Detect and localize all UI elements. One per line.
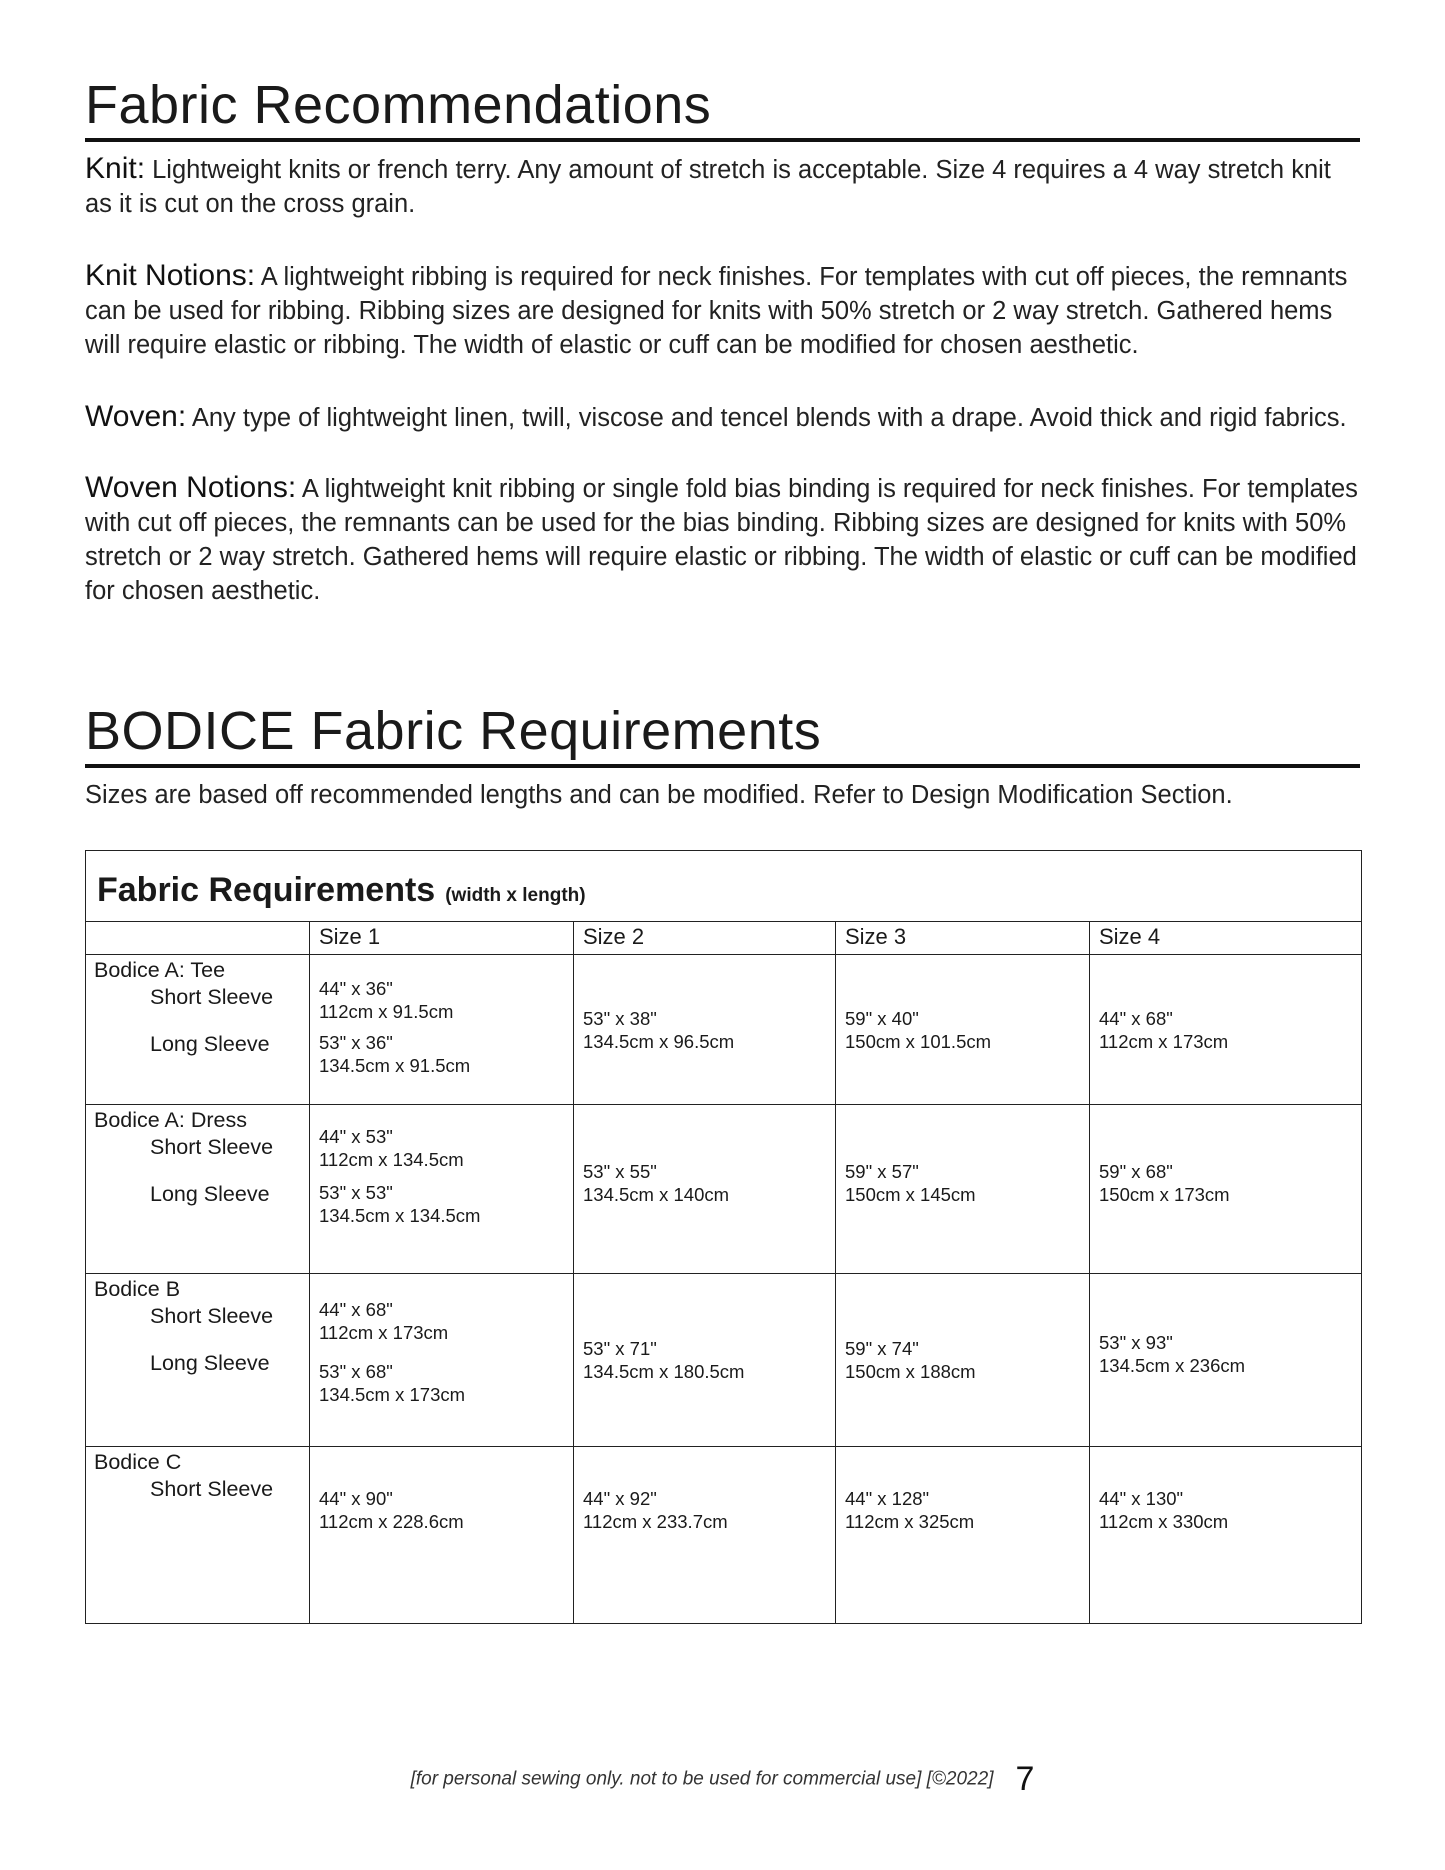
size-3-cm: 150cm x 101.5cm [845,1030,992,1052]
size-1-inches: 44" x 90" [319,1488,393,1509]
size-1-long-inches: 53" x 68" [319,1361,393,1382]
knit-lead: Knit: [85,152,146,185]
size-1-short-inches: 44" x 68" [319,1299,393,1320]
knit-text: Lightweight knits or french terry. Any amount of stretch is acceptable. Size 4 requires a 4 way stretch knit as it is cut on the cross grain. [85,156,1331,218]
size-2-cell [574,1274,836,1447]
header-size-1: Size 1 [310,922,574,955]
knit-notions-text: A lightweight ribbing is required for neck finishes. For templates with cut off pieces, the remnants can be used for ribbing. Ribbing sizes are designed for knits with 50% stretch or 2 way stretch. Gathered hems will require elastic or ribbing. The width of elastic or cuff can be modified for chosen aesthetic. [85,263,1348,359]
size-4-cm: 134.5cm x 236cm [1099,1355,1246,1376]
long-sleeve-label: Long Sleeve [150,1351,270,1375]
row-label: Bodice A: Tee [94,958,226,982]
size-1-long-cm: 134.5cm x 134.5cm [319,1205,481,1226]
size-1-long-cm: 134.5cm x 173cm [319,1384,466,1405]
short-sleeve-label: Short Sleeve [150,1135,274,1159]
size-4-inches: 59" x 68" [1099,1161,1173,1182]
header-size-2: Size 2 [574,922,836,955]
size-4-cm: 150cm x 173cm [1099,1184,1230,1205]
size-4-inches: 53" x 93" [1099,1332,1173,1353]
size-2-inches: 44" x 92" [583,1488,657,1509]
size-2-cm: 134.5cm x 140cm [583,1184,730,1205]
size-1-cell [310,955,574,1105]
short-sleeve-label: Short Sleeve [150,1477,274,1501]
size-2-inches: 53" x 38" [583,1007,657,1029]
woven-text: Any type of lightweight linen, twill, viscose and tencel blends with a drape. Avoid thick and rigid fabrics. [191,404,1347,432]
row-label: Bodice C [94,1450,182,1474]
knit-notions-lead: Knit Notions: [85,259,256,292]
woven-lead: Woven: [85,400,187,433]
woven-paragraph [85,400,1360,435]
size-3-cell [836,1447,1090,1624]
table-title: Fabric Requirements [97,870,436,909]
short-sleeve-label: Short Sleeve [150,1304,274,1328]
header-size-4: Size 4 [1090,922,1362,955]
size-4-cell [1090,1274,1362,1447]
size-4-inches: 44" x 68" [1099,1007,1173,1029]
size-2-cm: 112cm x 233.7cm [583,1511,728,1532]
size-1-long-inches: 53" x 36" [319,1032,393,1053]
size-1-cm: 112cm x 228.6cm [319,1511,464,1532]
row-label-cell [86,1274,310,1447]
size-2-inches: 53" x 55" [583,1161,657,1182]
page-number: 7 [1015,1760,1035,1798]
short-sleeve-label: Short Sleeve [150,985,274,1009]
size-2-cm: 134.5cm x 96.5cm [583,1030,735,1052]
row-label-cell [86,955,310,1105]
fabric-requirements-table [85,850,1362,1624]
knit-notions-paragraph [85,259,1360,362]
size-4-cell [1090,1105,1362,1274]
size-1-short-cm: 112cm x 173cm [319,1322,449,1343]
size-3-cm: 112cm x 325cm [845,1511,975,1532]
size-3-cell [836,955,1090,1105]
table-row [86,1447,1362,1624]
size-2-cm: 134.5cm x 180.5cm [583,1361,745,1382]
size-1-short-inches: 44" x 36" [319,978,393,999]
size-1-cell [310,1274,574,1447]
row-label-cell [86,1105,310,1274]
size-1-short-cm: 112cm x 91.5cm [319,1001,454,1022]
fabric-recommendations-heading: Fabric Recommendations [85,78,1360,142]
row-label: Bodice A: Dress [94,1108,247,1132]
woven-notions-lead: Woven Notions: [85,471,297,504]
size-3-cm: 150cm x 145cm [845,1184,976,1205]
header-size-3: Size 3 [836,922,1090,955]
size-1-long-cm: 134.5cm x 91.5cm [319,1055,471,1076]
size-1-cell [310,1105,574,1274]
size-3-inches: 59" x 74" [845,1338,919,1359]
size-3-cell [836,1274,1090,1447]
table-title-cell [86,851,1362,922]
size-1-short-cm: 112cm x 134.5cm [319,1149,464,1170]
table-row [86,955,1362,1105]
footer-text: [for personal sewing only. not to be used for commercial use] [©2022] [410,1768,994,1790]
size-3-cell [836,1105,1090,1274]
size-3-inches: 59" x 57" [845,1161,919,1182]
table-row [86,1274,1362,1447]
bodice-requirements-heading: BODICE Fabric Requirements [85,704,1360,768]
size-4-cm: 112cm x 330cm [1099,1511,1229,1532]
size-1-long-inches: 53" x 53" [319,1182,393,1203]
size-2-cell [574,955,836,1105]
size-4-cm: 112cm x 173cm [1099,1030,1229,1052]
woven-notions-paragraph [85,471,1360,608]
long-sleeve-label: Long Sleeve [150,1182,270,1206]
document-page [85,0,1360,1624]
size-2-inches: 53" x 71" [583,1338,657,1359]
size-3-cm: 150cm x 188cm [845,1361,976,1382]
row-label-cell [86,1447,310,1624]
long-sleeve-label: Long Sleeve [150,1032,270,1056]
size-3-inches: 44" x 128" [845,1488,930,1509]
size-2-cell [574,1105,836,1274]
size-4-cell [1090,955,1362,1105]
woven-notions-text: A lightweight knit ribbing or single fold bias binding is required for neck finishes. For templates with cut off pieces, the remnants can be used for the bias binding. Ribbing sizes are designed for knits with 50% stretch or 2 way stretch. Gathered hems will require elastic or ribbing. The width of elastic or cuff can be modified for chosen aesthetic. [85,475,1358,605]
size-1-short-inches: 44" x 53" [319,1126,393,1147]
row-label: Bodice B [94,1277,181,1301]
knit-paragraph [85,152,1360,221]
table-subtitle: (width x length) [445,884,586,906]
table-header-row [86,922,1362,955]
size-4-cell [1090,1447,1362,1624]
size-4-inches: 44" x 130" [1099,1488,1184,1509]
table-row [86,1105,1362,1274]
bodice-note: Sizes are based off recommended lengths and can be modified. Refer to Design Modification Section. [85,781,1233,809]
size-1-cell [310,1447,574,1624]
header-blank [86,922,310,955]
size-2-cell [574,1447,836,1624]
page-footer [0,1760,1445,1799]
size-3-inches: 59" x 40" [845,1007,919,1029]
